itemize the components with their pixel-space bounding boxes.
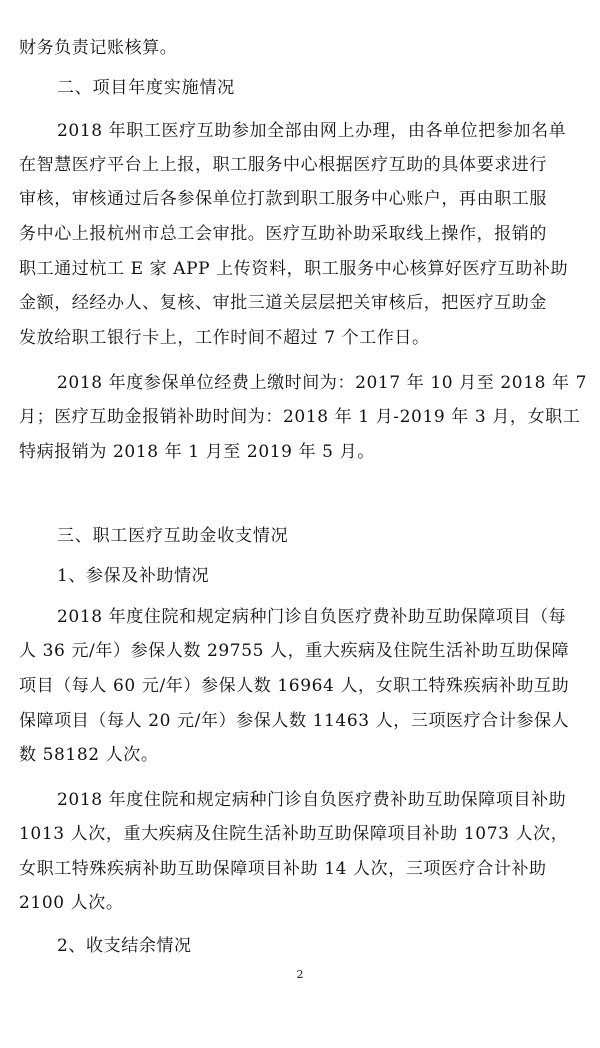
- text-line: 女职工特殊疾病补助互助保障项目补助 14 人次，三项医疗合计补助: [19, 859, 547, 879]
- text-line: 财务负责记账核算。: [19, 38, 178, 58]
- text-line: 项目（每人 60 元/年）参保人数 16964 人，女职工特殊疾病补助互助: [19, 676, 570, 696]
- text-line: 1013 人次，重大疾病及住院生活补助互助保障项目补助 1073 人次，: [19, 824, 569, 844]
- text-line: 数 58182 人次。: [19, 745, 159, 765]
- section-heading: 二、项目年度实施情况: [57, 78, 235, 98]
- text-line: 2100 人次。: [19, 893, 124, 913]
- text-line: 2018 年职工医疗互助参加全部由网上办理，由各单位把参加名单: [57, 121, 567, 141]
- text-line: 2018 年度住院和规定病种门诊自负医疗费补助互助保障项目（每: [57, 607, 567, 627]
- subsection-heading: 2、收支结余情况: [57, 936, 192, 956]
- text-line: 保障项目（每人 20 元/年）参保人数 11463 人，三项医疗合计参保人: [19, 711, 570, 731]
- text-line: 人 36 元/年）参保人数 29755 人，重大疾病及住院生活补助互助保障: [19, 641, 570, 661]
- text-line: 特病报销为 2018 年 1 月至 2019 年 5 月。: [19, 442, 375, 462]
- section-heading: 三、职工医疗互助金收支情况: [57, 526, 289, 546]
- text-line: 金额，经经办人、复核、审批三道关层层把关审核后，把医疗互助金: [19, 293, 547, 313]
- text-line: 月；医疗互助金报销补助时间为：2018 年 1 月-2019 年 3 月，女职工: [19, 407, 581, 427]
- text-line: 在智慧医疗平台上上报，职工服务中心根据医疗互助的具体要求进行: [19, 155, 547, 175]
- subsection-heading: 1、参保及补助情况: [57, 566, 210, 586]
- text-line: 2018 年度住院和规定病种门诊自负医疗费补助互助保障项目补助: [57, 790, 567, 810]
- page-number: 2: [296, 968, 304, 981]
- text-line: 发放给职工银行卡上，工作时间不超过 7 个工作日。: [19, 328, 430, 348]
- text-line: 审核，审核通过后各参保单位打款到职工服务中心账户，再由职工服: [19, 189, 547, 209]
- text-line: 2018 年度参保单位经费上缴时间为：2017 年 10 月至 2018 年 7: [57, 373, 588, 393]
- text-line: 职工通过杭工 E 家 APP 上传资料，职工服务中心核算好医疗互助补助: [19, 259, 569, 279]
- text-line: 务中心上报杭州市总工会审批。医疗互助补助采取线上操作，报销的: [19, 224, 547, 244]
